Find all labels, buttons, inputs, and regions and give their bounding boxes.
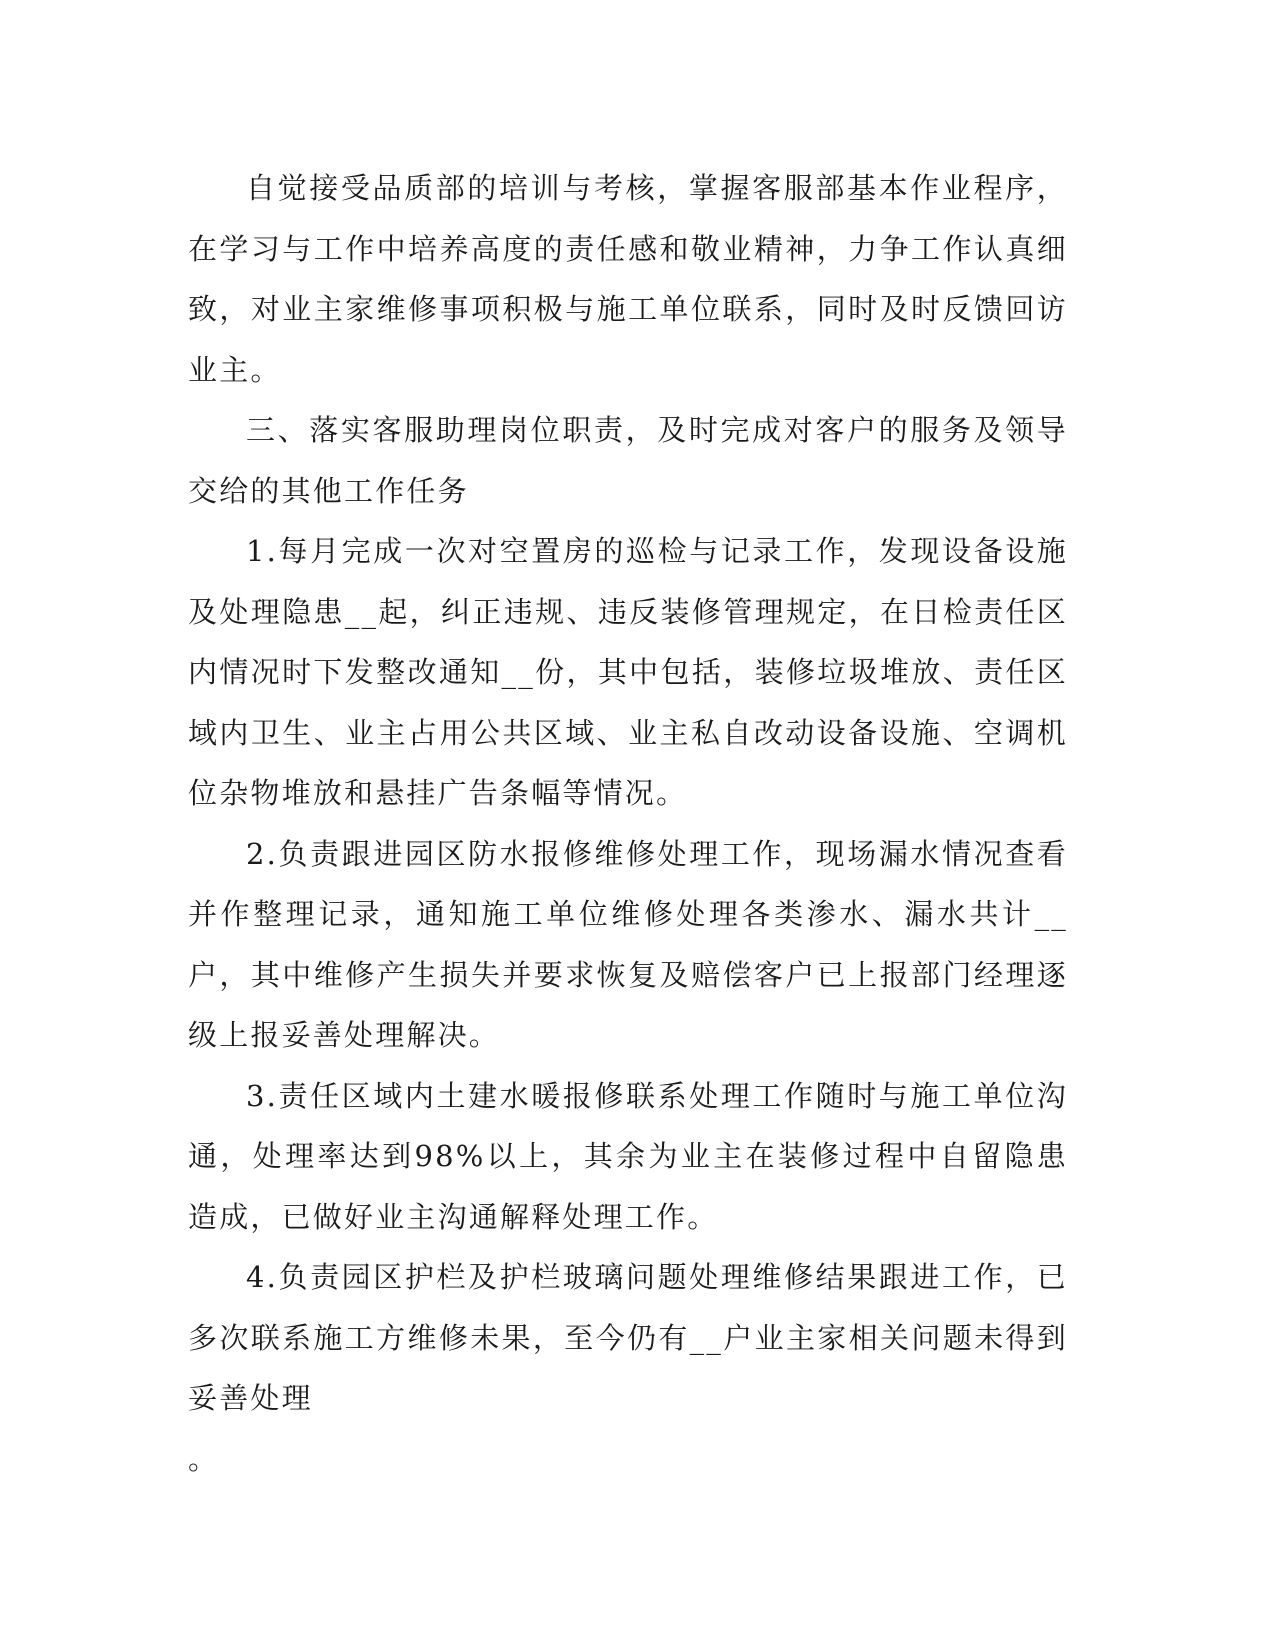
paragraph-training: 自觉接受品质部的培训与考核，掌握客服部基本作业程序，在学习与工作中培养高度的责任感和敬业精神，力争工作认真细致，对业主家维修事项积极与施工单位联系，同时及时反馈回访业主。 xyxy=(188,171,1068,387)
paragraph-item-2: 2.负责跟进园区防水报修维修处理工作，现场漏水情况查看并作整理记录，通知施工单位维修处理各类渗水、漏水共计__户，其中维修产生损失并要求恢复及赔偿客户已上报部门经理逐级上报妥善处理解决。 xyxy=(188,836,1068,1052)
trailing-period: 。 xyxy=(188,1441,220,1476)
document-body xyxy=(188,158,1068,1489)
section-heading-three: 三、落实客服助理岗位职责，及时完成对客户的服务及领导交给的其他工作任务 xyxy=(188,413,1068,508)
paragraph-item-4: 4.负责园区护栏及护栏玻璃问题处理维修结果跟进工作，已多次联系施工方维修未果，至今仍有__户业主家相关问题未得到妥善处理 xyxy=(188,1260,1068,1415)
paragraph-item-1: 1.每月完成一次对空置房的巡检与记录工作，发现设备设施及处理隐患__起，纠正违规、违反装修管理规定，在日检责任区内情况时下发整改通知__份，其中包括，装修垃圾堆放、责任区域内卫生、业主占用公共区域、业主私自改动设备设施、空调机位杂物堆放和悬挂广告条幅等情况。 xyxy=(188,534,1068,810)
paragraph-item-3: 3.责任区域内土建水暖报修联系处理工作随时与施工单位沟通，处理率达到98%以上，其余为业主在装修过程中自留隐患造成，已做好业主沟通解释处理工作。 xyxy=(188,1078,1068,1234)
